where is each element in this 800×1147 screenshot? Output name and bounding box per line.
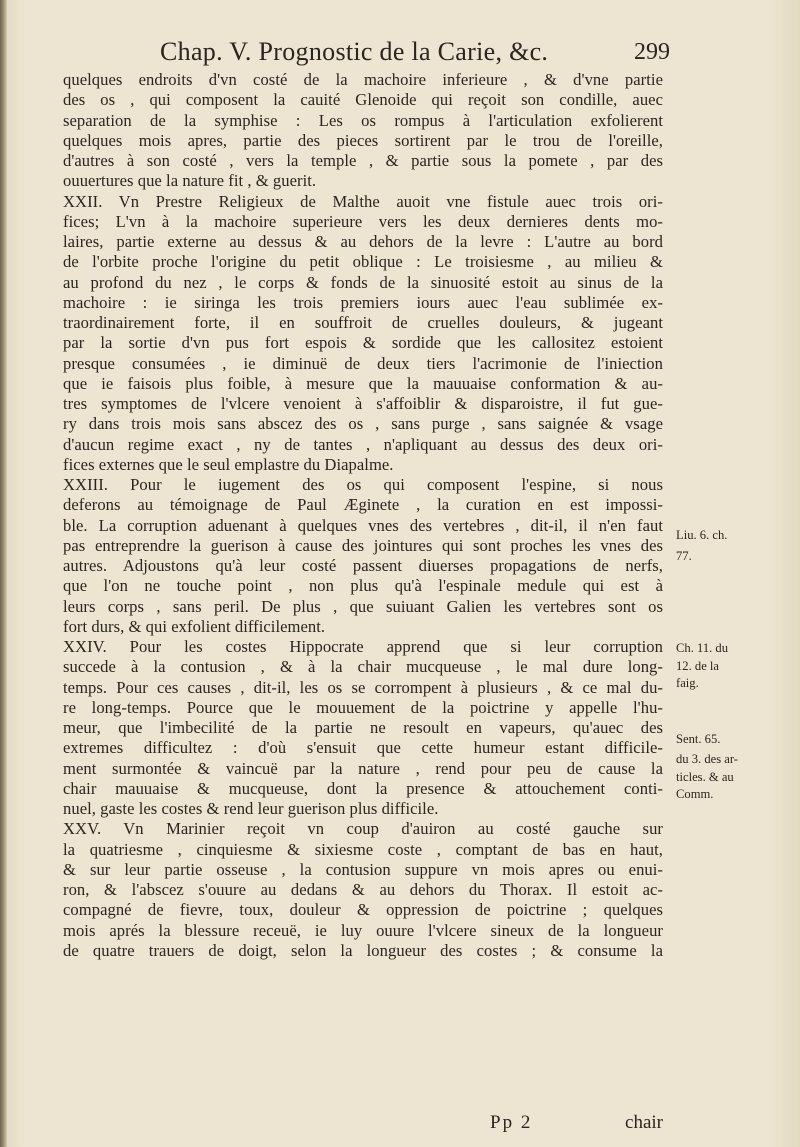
text-line: que ie faisois plus foible, à mesure que la mauuaise conformation & au- [63, 373, 663, 393]
text-line: que l'on ne touche point , non plus qu'à l'espinale medule qui est à [63, 576, 663, 596]
text-line: succede à la contusion , & à la chair mucqueuse , le mal dure long- [63, 657, 663, 677]
text-line: chair mauuaise & mucqueuse, dont la presence & attouchement conti- [63, 778, 663, 798]
marginal-note: 12. de la [676, 659, 720, 673]
text-line: XXIII. Pour le iugement des os qui composent l'espine, si nous [63, 475, 663, 494]
binding-gutter [0, 0, 7, 1147]
text-line: d'autres à son costé , vers la temple , & partie sous la pomete , par des [63, 151, 663, 170]
text-line: fices; L'vn à la machoire superieure vers les deux dernieres dents mo- [63, 211, 663, 231]
text-line: laires, partie externe au dessus & au dehors de la levre : L'autre au bord [63, 232, 663, 251]
text-line: quelques mois apres, partie des pieces sortirent par le trou de l'oreille, [63, 130, 663, 150]
running-title: Chap. V. Prognostic de la Carie, &c. [160, 37, 549, 66]
marginal-note: Ch. 11. du [676, 641, 729, 655]
text-line: ble. La corruption aduenant à quelques vnes des vertebres , dit-il, il n'en faut [63, 515, 663, 535]
text-line: compagné de fievre, toux, douleur & oppression de poictrine ; quelques [63, 900, 663, 920]
text-line: ouuertures que la nature fit , & guerit. [63, 171, 317, 191]
text-line: deferons au témoignage de Paul Æginete , la curation en est impossi- [63, 495, 663, 515]
text-line: autres. Adjoustons qu'à leur costé passent diuerses propagations de nerfs, [63, 556, 663, 575]
text-line: traordinairement forte, il en souffroit de cruelles douleurs, & jugeant [63, 313, 663, 332]
marginal-note: faig. [676, 676, 699, 690]
text-line: ron, & l'abscez s'ouure au dedans & au dehors du Thorax. Il estoit ac- [63, 880, 663, 899]
marginal-note: du 3. des ar- [676, 752, 738, 766]
marginal-note: Comm. [676, 787, 714, 801]
text-line: fort durs, & qui exfolient difficilement. [63, 616, 326, 636]
text-line: leurs corps , sans peril. De plus , que suiuant Galien les vertebres sont os [63, 596, 663, 616]
text-line: separation de la symphise : Les os rompus à l'articulation exfolierent [63, 110, 663, 130]
text-line: temps. Pour ces causes , dit-il, les os se corrompent à plusieurs , & ce mal du- [63, 677, 663, 697]
text-line: par la sortie d'vn pus fort espois & sordide que les callositez estoient [63, 333, 663, 353]
text-line: la quatriesme , cinquiesme & sixiesme coste , comptant de bas en haut, [63, 839, 663, 859]
text-line: d'aucun regime exact , ny de tantes , n'apliquant au dessus des deux ori- [63, 434, 663, 454]
text-line: XXII. Vn Prestre Religieux de Malthe auoit vne fistule auec trois ori- [63, 191, 663, 211]
marginal-note: 77. [676, 549, 692, 563]
text-line: presque consumées , ie diminuë de deux tiers l'acrimonie de l'iniection [63, 353, 663, 373]
text-line: fices externes que le seul emplastre du Diapalme. [63, 454, 394, 474]
text-line: quelques endroits d'vn costé de la machoire inferieure , & d'vne partie [63, 70, 663, 89]
text-line: au profond du nez , le corps & fonds de la sinuosité estoit au sinus de la [63, 272, 663, 292]
text-line: de l'orbite proche l'origine du petit oblique : Le troisiesme , au milieu & [63, 252, 663, 272]
text-line: tres symptomes de l'vlcere venoient à s'affoiblir & disparoistre, il fut gue- [63, 394, 663, 413]
text-line: re long-temps. Pource que le mouuement de la poictrine y appelle l'hu- [63, 697, 663, 717]
text-line: XXIV. Pour les costes Hippocrate apprend que si leur corruption [63, 637, 663, 656]
text-line: ment surmontée & vaincuë par la nature , rend pour peu de cause la [63, 758, 663, 778]
catchword: chair [625, 1112, 663, 1133]
text-line: meur, que l'imbecilité de la partie ne resoult en vapeurs, qu'auec des [63, 718, 663, 737]
text-line: XXV. Vn Marinier reçoit vn coup d'auiron au costé gauche sur [63, 819, 663, 839]
marginal-note: ticles. & au [676, 770, 734, 784]
marginal-note: Liu. 6. ch. [676, 528, 728, 542]
text-line: machoire : ie siringa les trois premiers iours auec l'eau sublimée ex- [63, 292, 663, 312]
text-line: de quatre trauers de doigt, selon la longueur des costes ; & consume la [63, 940, 663, 960]
page-header [160, 37, 670, 73]
text-line: & sur leur partie osseuse , la contusion suppure vn mois apres ou enui- [63, 859, 663, 879]
page-number: 299 [634, 39, 670, 65]
text-line: pas entreprendre la guerison à cause des jointures qui sont proches les vnes des [63, 535, 663, 555]
body-text [63, 70, 663, 961]
page-footer [63, 1112, 663, 1136]
signature-mark: Pp 2 [490, 1112, 533, 1133]
text-line: mois aprés la blessure receuë, ie luy ouure l'vlcere sineux de la longueur [63, 920, 663, 940]
text-line: des os , qui composent la cauité Glenoide qui reçoit son condille, auec [63, 90, 663, 110]
text-line: nuel, gaste les costes & rend leur guerison plus difficile. [63, 799, 439, 818]
marginal-note: Sent. 65. [676, 732, 721, 746]
text-line: extremes difficultez : d'où s'ensuit que cette humeur estant difficile- [63, 738, 663, 758]
text-line: ry dans trois mois sans abscez des os , sans purge , sans saignée & vsage [63, 414, 663, 434]
